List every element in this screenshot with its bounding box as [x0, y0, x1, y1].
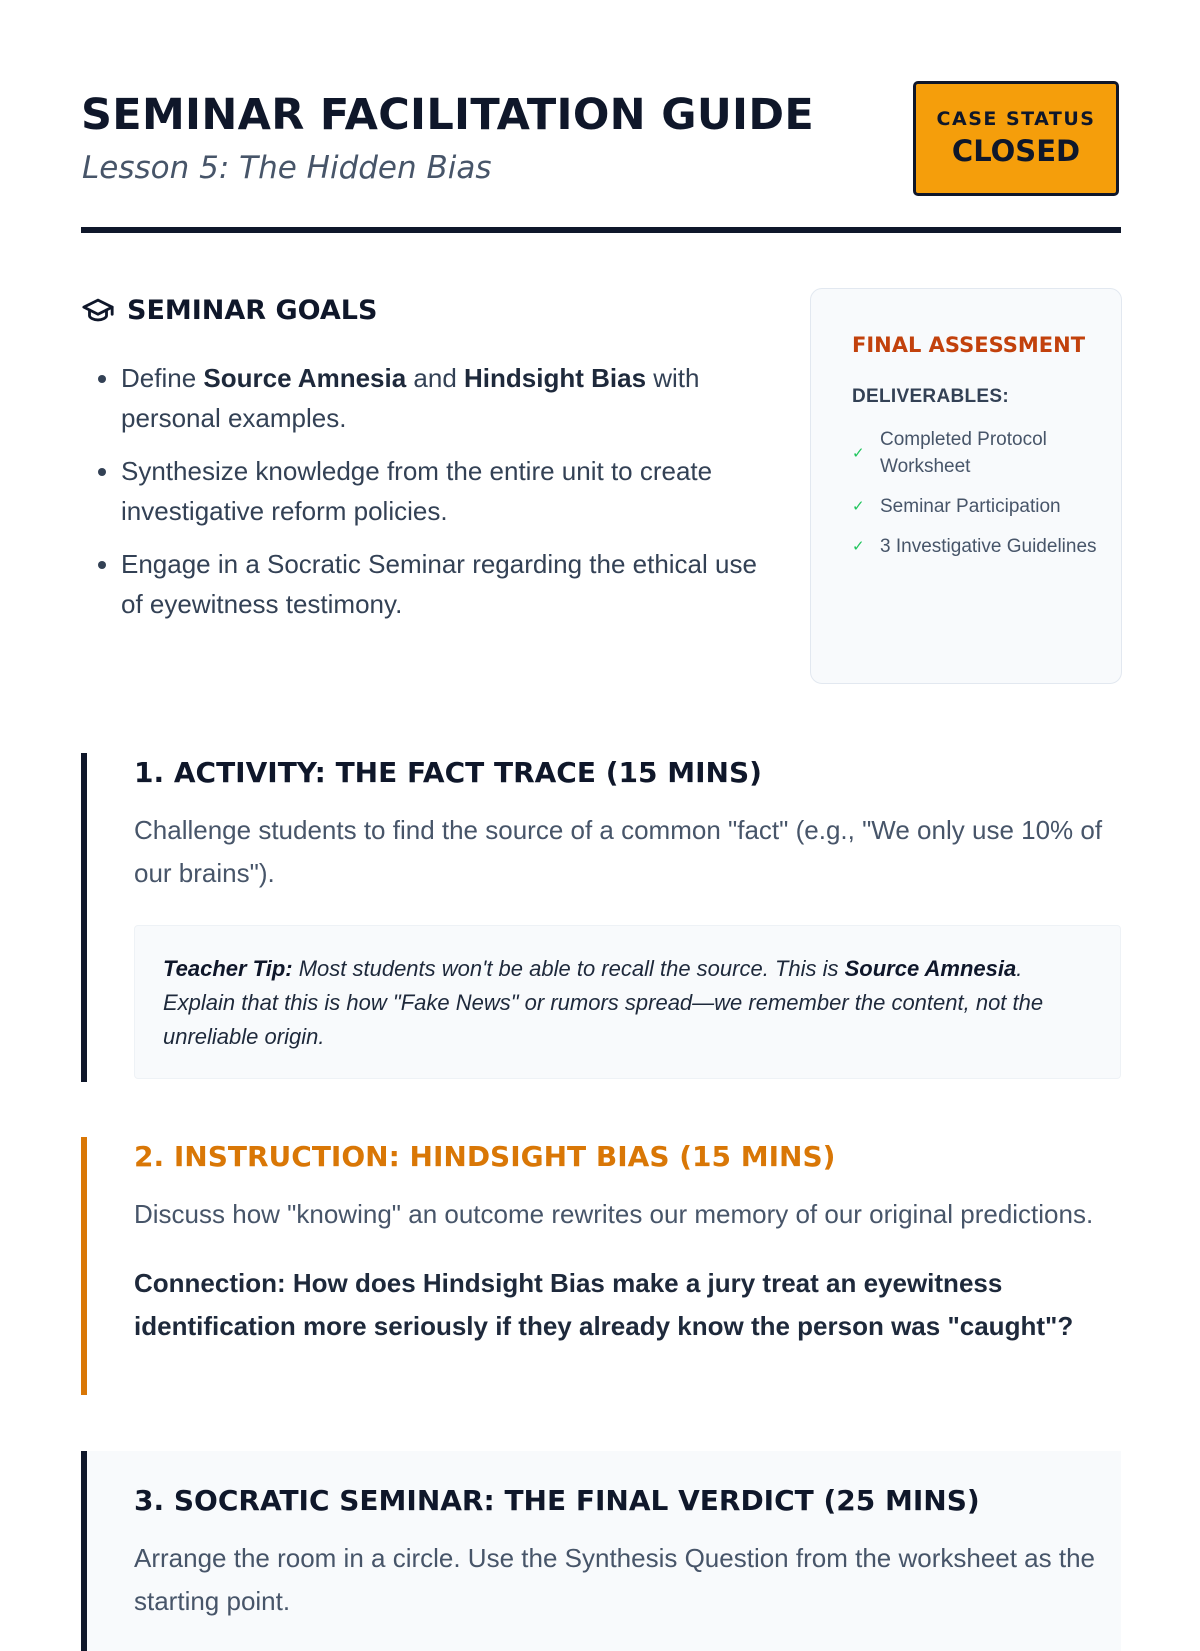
section-description: Challenge students to find the source of a common "fact" (e.g., "We only use 10% of our brains").: [134, 815, 1103, 888]
section-title: 3. SOCRATIC SEMINAR: THE FINAL VERDICT (25 MINS): [134, 1484, 980, 1517]
check-icon: ✓: [852, 444, 865, 462]
case-status-label: CASE STATUS: [936, 108, 1096, 130]
teacher-tip-label: Teacher Tip:: [163, 956, 293, 981]
final-assessment-title: FINAL ASSESSMENT: [852, 333, 1086, 357]
goal-item: [121, 358, 781, 438]
seminar-goals: [81, 288, 781, 637]
deliverable-item: [852, 533, 1101, 560]
section-description: Arrange the room in a circle. Use the Synthesis Question from the worksheet as the starting point.: [134, 1543, 1096, 1616]
section-fact-trace: [81, 753, 1121, 1082]
check-icon: ✓: [852, 498, 865, 515]
case-status-value: CLOSED: [951, 134, 1081, 168]
goal-term-source-amnesia: Source Amnesia: [203, 363, 407, 393]
deliverable-label: Completed Protocol Worksheet: [880, 429, 1047, 477]
section-description: Discuss how "knowing" an outcome rewrites our memory of our original predictions.: [134, 1199, 1094, 1229]
goal-item: • Synthesize knowledge from the entire unit to create investigative reform policies.: [121, 451, 781, 531]
deliverable-label: Seminar Participation: [880, 496, 1061, 517]
section-socratic-seminar: [81, 1451, 1121, 1651]
connection-question: Connection: How does Hindsight Bias make a jury treat an eyewitness identification more seriously if they already know the person was "caught"?: [134, 1268, 1074, 1341]
header-divider: [81, 227, 1121, 233]
deliverable-item: [852, 426, 1101, 480]
page-title: SEMINAR FACILITATION GUIDE: [81, 90, 815, 140]
teacher-tip-text: . Explain that this is how "Fake News" or rumors spread—we remember the content, not the unreliable origin.: [163, 956, 1044, 1049]
goal-text: with personal examples.: [121, 363, 700, 433]
teacher-tip-term: Source Amnesia: [844, 956, 1017, 981]
facilitation-guide-page: [81, 0, 1121, 1616]
page-header: [81, 0, 1121, 234]
seminar-goals-heading: [81, 288, 781, 332]
page-subtitle: Lesson 5: The Hidden Bias: [82, 150, 492, 186]
graduation-cap-icon: [81, 293, 115, 327]
goal-item: • Engage in a Socratic Seminar regarding the ethical use of eyewitness testimony.: [121, 544, 781, 624]
final-assessment-card: [810, 288, 1122, 684]
teacher-tip-text: Most students won't be able to recall the source. This is: [292, 956, 845, 981]
goals-list: [81, 358, 781, 624]
section-hindsight-bias: [81, 1137, 1121, 1395]
seminar-goals-title: SEMINAR GOALS: [127, 294, 378, 326]
section-title: 1. ACTIVITY: THE FACT TRACE (15 MINS): [134, 756, 762, 789]
deliverable-item: [852, 493, 1101, 520]
goal-text: Define: [121, 363, 204, 393]
goal-term-hindsight-bias: Hindsight Bias: [464, 363, 647, 393]
deliverable-label: 3 Investigative Guidelines: [880, 536, 1097, 557]
case-status-badge: [913, 81, 1119, 196]
check-icon: ✓: [852, 538, 865, 555]
section-title: 2. INSTRUCTION: HINDSIGHT BIAS (15 MINS): [134, 1140, 836, 1173]
deliverables-label: DELIVERABLES:: [852, 386, 1009, 407]
deliverables-list: [852, 426, 1101, 560]
teacher-tip: [134, 925, 1121, 1079]
goal-text: and: [406, 363, 465, 393]
